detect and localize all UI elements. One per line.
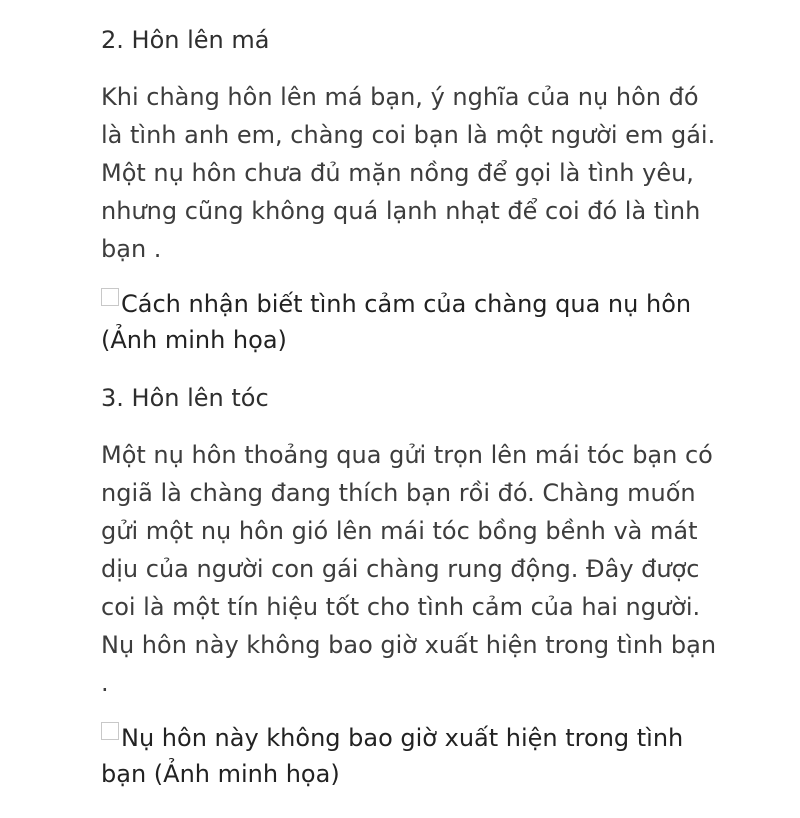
section-heading-hair-kiss: 3. Hôn lên tóc bbox=[101, 384, 269, 412]
article-content bbox=[101, 22, 721, 814]
section-heading-cheek-kiss: 2. Hôn lên má bbox=[101, 26, 270, 54]
caption-text: Cách nhận biết tình cảm của chàng qua nụ hôn (Ảnh minh họa) bbox=[101, 290, 692, 354]
broken-image-icon bbox=[101, 722, 119, 740]
caption-text: Nụ hôn này không bao giờ xuất hiện trong tình bạn (Ảnh minh họa) bbox=[101, 724, 684, 788]
broken-image-icon bbox=[101, 288, 119, 306]
section-paragraph-hair-kiss: Một nụ hôn thoảng qua gửi trọn lên mái tóc bạn có ngiã là chàng đang thích bạn rồi đó. Chàng muốn gửi một nụ hôn gió lên mái tóc bồng bềnh và mát dịu của người con gái chàng rung động. Đây được coi là một tín hiệu tốt cho tình cảm của hai người. Nụ hôn này không bao giờ xuất hiện trong tình bạn . bbox=[101, 441, 717, 697]
image-caption-cheek-kiss bbox=[101, 286, 721, 358]
image-caption-hair-kiss bbox=[101, 720, 721, 792]
section-paragraph-cheek-kiss: Khi chàng hôn lên má bạn, ý nghĩa của nụ hôn đó là tình anh em, chàng coi bạn là một người em gái. Một nụ hôn chưa đủ mặn nồng để gọi là tình yêu, nhưng cũng không quá lạnh nhạt để coi đó là tình bạn . bbox=[101, 83, 716, 263]
